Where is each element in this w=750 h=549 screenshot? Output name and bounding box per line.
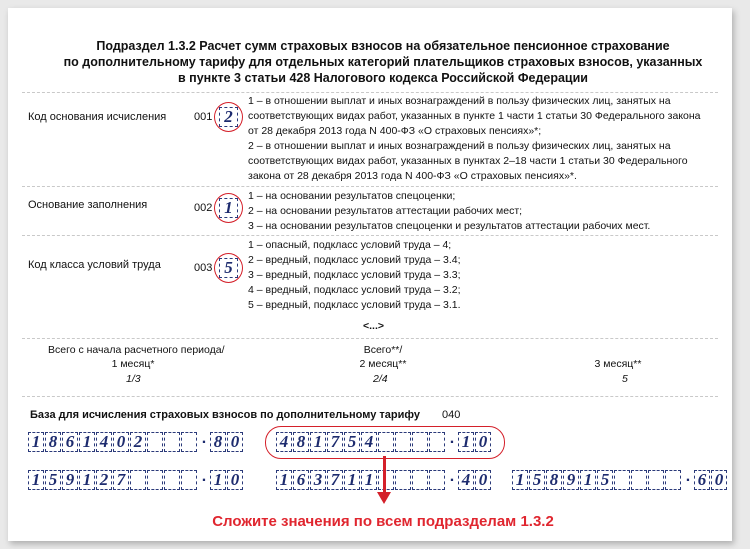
col-val-3: 5 [622,373,628,385]
digit-cell[interactable]: 4 [361,432,377,452]
digit-cell[interactable]: 8 [546,470,562,490]
divider [22,396,718,397]
digit-cell[interactable]: 0 [227,470,243,490]
digit-cell[interactable]: 1 [28,470,44,490]
decimal-point: . [201,468,207,485]
digit-cell[interactable]: 7 [113,470,129,490]
desc-line: соответствующих видах работ, указанных в пункте 1 части 1 статьи 30 Федерального закона [248,110,701,122]
base-label: База для исчисления страховых взносов по дополнительному тарифу [30,409,420,421]
digit-cell[interactable]: 4 [276,432,292,452]
title-line-2: по дополнительному тарифу для отдельных категорий плательщиков страховых взносов, указанных [63,55,703,69]
decimal-point: . [449,468,455,485]
desc-line: соответствующих видах работ, указанных в пунктах 2–18 части 1 статьи 30 Федерального [248,155,688,167]
desc-line: 1 – на основании результатов спецоценки; [248,190,456,202]
decimal-point: . [685,468,691,485]
col-head-month3: 3 месяц** [594,358,642,370]
digit-cell[interactable] [181,432,197,452]
divider [22,235,718,236]
decimal-point: . [201,430,207,447]
col-head-line: Всего**/ [363,344,403,356]
form-title [48,38,718,86]
desc-work-class [248,238,461,313]
digit-cell[interactable]: 8 [45,432,61,452]
digit-cell[interactable]: 1 [310,432,326,452]
digit-cell[interactable]: 7 [327,432,343,452]
desc-line: 3 – вредный, подкласс условий труда – 3.3; [248,269,461,281]
digit-cell[interactable]: 0 [113,432,129,452]
label-fill-basis: Основание заполнения [28,199,148,211]
digit-cell[interactable]: 7 [327,470,343,490]
digit-cell[interactable] [631,470,647,490]
desc-line: 1 – опасный, подкласс условий труда – 4; [248,239,452,251]
col-head-line: 1 месяц* [111,358,155,370]
digit-cell[interactable]: 1 [79,470,95,490]
arrow-line [383,456,386,494]
field-work-class[interactable]: 5 [219,258,238,278]
divider [22,186,718,187]
digit-cell[interactable] [130,470,146,490]
ellipsis: <...> [363,320,385,332]
digit-cell[interactable]: 6 [62,432,78,452]
col-head-line: 2 месяц** [359,358,407,370]
digit-cell[interactable]: 1 [580,470,596,490]
digit-cell[interactable]: 1 [210,470,226,490]
digit-cell[interactable] [378,470,394,490]
digit-cell[interactable] [614,470,630,490]
decimal-point: . [449,430,455,447]
highlight-ring [214,253,243,283]
col-head-month2 [318,343,448,371]
digit-cell[interactable] [147,432,163,452]
title-line-1: Подраздел 1.3.2 Расчет сумм страховых взносов на обязательное пенсионное страхование [96,39,670,53]
digit-cell[interactable] [164,432,180,452]
highlight-ring [265,426,505,459]
digit-cell[interactable] [181,470,197,490]
desc-fill-basis [248,189,650,234]
digit-cell[interactable] [665,470,681,490]
digit-cell[interactable]: 9 [563,470,579,490]
divider [22,92,718,93]
col-val-2: 2/4 [373,373,388,385]
digit-cell[interactable]: 1 [344,470,360,490]
digit-cell[interactable]: 8 [210,432,226,452]
digit-cell[interactable]: 6 [694,470,710,490]
digit-cell[interactable]: 0 [475,432,491,452]
digit-cell[interactable] [164,470,180,490]
digit-cell[interactable]: 4 [96,432,112,452]
digit-cell[interactable]: 9 [62,470,78,490]
hint-text: Сложите значения по всем подразделам 1.3.2 [212,513,554,530]
digit-cell[interactable] [412,470,428,490]
digit-cell[interactable]: 0 [711,470,727,490]
col-head-month1 [48,343,225,371]
digit-cell[interactable]: 1 [79,432,95,452]
desc-line: 2 – вредный, подкласс условий труда – 3.4; [248,254,461,266]
desc-line: 3 – на основании результатов спецоценки и результатов аттестации рабочих мест. [248,220,651,232]
digit-cell[interactable]: 0 [475,470,491,490]
highlight-ring [214,102,243,132]
digit-cell[interactable] [648,470,664,490]
digit-cell[interactable]: 1 [361,470,377,490]
form-sheet [8,8,732,541]
desc-calc-basis [248,94,701,184]
digit-cell[interactable]: 6 [293,470,309,490]
digit-cell[interactable]: 5 [597,470,613,490]
digit-cell[interactable]: 2 [130,432,146,452]
digit-cell[interactable]: 3 [310,470,326,490]
digit-cell[interactable]: 1 [458,432,474,452]
col-head-line: Всего с начала расчетного периода/ [48,344,225,356]
digit-cell[interactable]: 2 [96,470,112,490]
col-val-1: 1/3 [126,373,141,385]
label-work-class: Код класса условий труда [28,259,161,271]
digit-cell[interactable]: 8 [293,432,309,452]
title-line-3: в пункте 3 статьи 428 Налогового кодекса Российской Федерации [178,71,588,85]
digit-cell[interactable]: 1 [276,470,292,490]
desc-line: 2 – в отношении выплат и иных вознаграждений в пользу физических лиц, занятых на [248,140,671,152]
desc-line: 5 – вредный, подкласс условий труда – 3.1. [248,299,461,311]
amount-row2-col3 [512,470,728,490]
digit-cell[interactable] [429,470,445,490]
digit-cell[interactable]: 0 [227,432,243,452]
code-001: 001 [194,111,213,123]
desc-line: 4 – вредный, подкласс условий труда – 3.2; [248,284,461,296]
digit-cell[interactable]: 5 [529,470,545,490]
digit-cell[interactable]: 5 [344,432,360,452]
digit-cell[interactable]: 4 [458,470,474,490]
desc-line: 1 – в отношении выплат и иных вознаграждений в пользу физических лиц, занятых на [248,95,671,107]
digit-cell[interactable]: 5 [45,470,61,490]
field-calc-basis[interactable]: 2 [219,107,238,127]
desc-line: закона от 28 декабря 2013 года N 400-ФЗ «О страховых пенсиях»*. [248,170,577,182]
code-002: 002 [194,202,213,214]
amount-row1-col1 [28,432,244,452]
digit-cell[interactable] [395,470,411,490]
digit-cell[interactable] [147,470,163,490]
highlight-ring [214,193,243,223]
divider [22,338,718,339]
arrow-down-icon [377,492,391,504]
amount-row2-col1 [28,470,244,490]
code-040: 040 [442,409,461,421]
code-003: 003 [194,262,213,274]
desc-line: 2 – на основании результатов аттестации рабочих мест; [248,205,523,217]
desc-line: от 28 декабря 2013 года N 400-ФЗ «О страховых пенсиях»*; [248,125,542,137]
digit-cell[interactable]: 1 [512,470,528,490]
label-calc-basis: Код основания исчисления [28,111,167,123]
field-fill-basis[interactable]: 1 [219,198,238,218]
digit-cell[interactable]: 1 [28,432,44,452]
